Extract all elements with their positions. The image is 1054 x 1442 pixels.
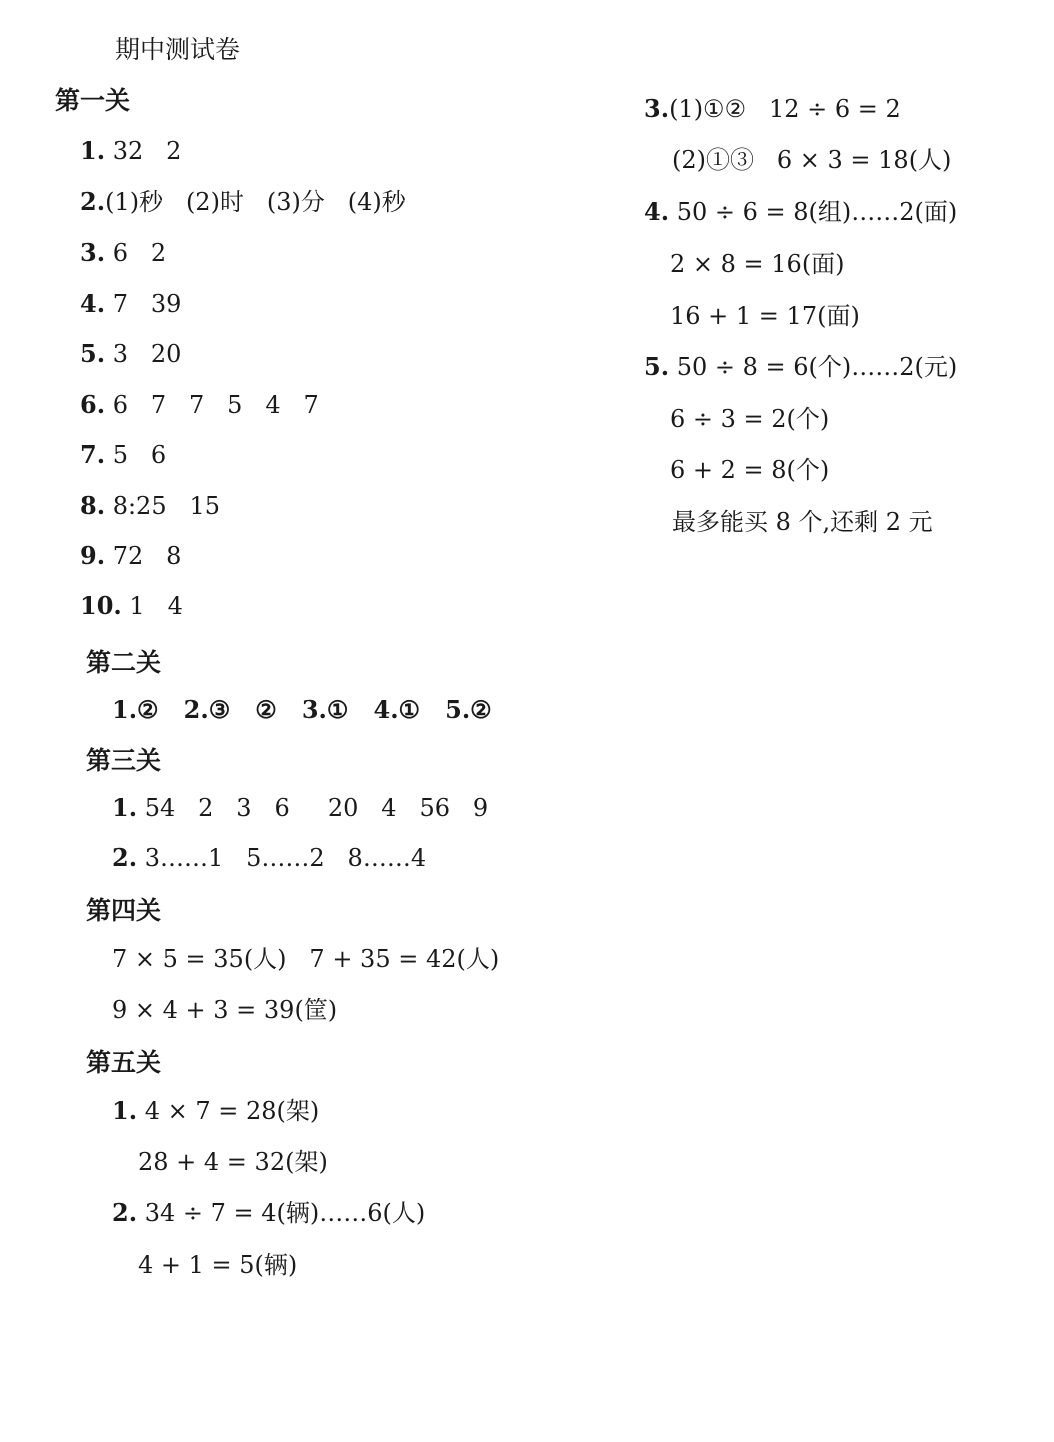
- right-q3-line-1: 3.(1)①② 12 ÷ 6 = 2: [644, 94, 901, 123]
- right-q4-line-3: 16 + 1 = 17(面): [670, 302, 860, 330]
- section-heading-3: 第三关: [86, 746, 162, 775]
- right-q5-conclusion: 最多能买 8 个,还剩 2 元: [672, 508, 933, 536]
- right-q5-line-2: 6 ÷ 3 = 2(个): [670, 405, 830, 433]
- answer-1-9: 9. 72 8: [80, 541, 182, 570]
- right-q4-line-1: 4. 50 ÷ 6 = 8(组)……2(面): [644, 197, 958, 226]
- right-q3-line-2: (2)①③ 6 × 3 = 18(人): [672, 146, 952, 174]
- section-heading-5: 第五关: [86, 1048, 162, 1077]
- answer-1-5: 5. 3 20: [80, 339, 182, 368]
- answer-1-6: 6. 6 7 7 5 4 7: [80, 390, 319, 419]
- answer-1-7: 7. 5 6: [80, 440, 167, 469]
- answer-1-10: 10. 1 4: [80, 591, 183, 620]
- right-q5-line-1: 5. 50 ÷ 8 = 6(个)……2(元): [644, 352, 958, 381]
- answer-4-line-2: 9 × 4 + 3 = 39(筐): [112, 996, 338, 1024]
- section-heading-4: 第四关: [86, 896, 162, 925]
- section-heading-2: 第二关: [86, 648, 162, 677]
- answer-1-2: 2.(1)秒 (2)时 (3)分 (4)秒: [80, 187, 406, 216]
- answer-4-line-1: 7 × 5 = 35(人) 7 + 35 = 42(人): [112, 945, 500, 973]
- answer-5-1: 1. 4 × 7 = 28(架): [112, 1096, 320, 1125]
- section-heading-1: 第一关: [55, 86, 131, 115]
- answer-2-line: 1.② 2.③ ② 3.① 4.① 5.②: [112, 695, 492, 724]
- page-title: 期中测试卷: [115, 35, 241, 64]
- answer-1-1: 1. 32 2: [80, 136, 182, 165]
- answer-1-8: 8. 8:25 15: [80, 491, 221, 520]
- right-q4-line-2: 2 × 8 = 16(面): [670, 250, 845, 278]
- right-q5-line-3: 6 + 2 = 8(个): [670, 456, 830, 484]
- answer-3-1: 1. 54 2 3 6 20 4 56 9: [112, 793, 489, 822]
- answer-5-1-line-2: 28 + 4 = 32(架): [138, 1148, 328, 1176]
- answer-5-2-line-2: 4 + 1 = 5(辆): [138, 1251, 298, 1279]
- answer-1-3: 3. 6 2: [80, 238, 167, 267]
- answer-3-2: 2. 3……1 5……2 8……4: [112, 843, 427, 872]
- answer-5-2: 2. 34 ÷ 7 = 4(辆)……6(人): [112, 1198, 426, 1227]
- answer-1-4: 4. 7 39: [80, 289, 182, 318]
